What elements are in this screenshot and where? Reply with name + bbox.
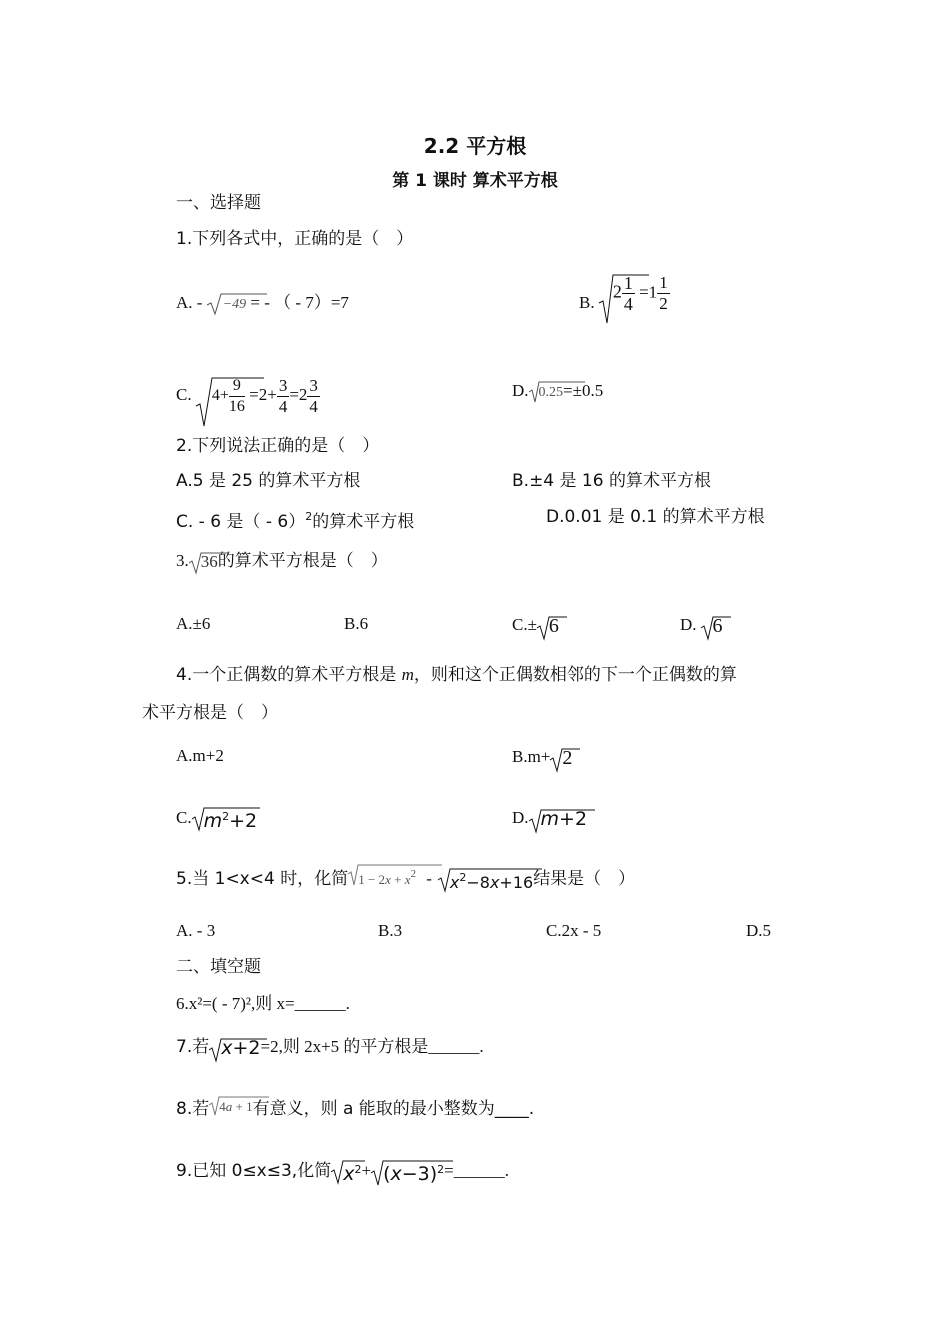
q4-line2: 术平方根是（ ）: [142, 703, 278, 723]
page-title: 2.2 平方根: [423, 134, 527, 158]
q3-option-b: B.6: [344, 614, 369, 633]
section-choice: 一、选择题: [176, 193, 261, 213]
q1-a-radical: −49: [207, 292, 246, 316]
q5-option-c: C.2x - 5: [546, 921, 602, 940]
q3-radical: 36: [189, 551, 218, 573]
q3-d-radical: 6: [701, 615, 723, 638]
q2-option-c: C. - 6 是（ - 6）$^2$的算术平方根: [176, 510, 415, 532]
q1-option-a: A. - −49 = - （ - 7）=7: [176, 292, 349, 316]
q3-stem: 3. 36的算术平方根是（ ）: [176, 551, 388, 572]
q9: 9.已知 0≤x≤3,化简 $x^2+$ $(x-3)^2=\_\_\_\_\_\_$.: [176, 1148, 509, 1186]
q2-option-a: A.5 是 25 的算术平方根: [176, 471, 361, 491]
q4-c-radical: $m^2+2$: [192, 806, 258, 833]
page-subtitle: 第 1 课时 算术平方根: [392, 171, 558, 191]
q3-option-c: C.± 6: [512, 604, 559, 638]
q5-radical-2: $x^2-8x+16$: [438, 867, 533, 894]
q9-radical-2: $(x-3)^2$: [371, 1159, 444, 1186]
q1-b-radical: 2 $\frac{1}{4}$: [599, 273, 635, 314]
q3-option-d: D. 6: [680, 604, 723, 638]
q2-stem: 2.下列说法正确的是（ ）: [176, 436, 380, 456]
q5-radical-1: $1 - 2x + x^2$: [348, 863, 416, 891]
q3-c-radical: 6: [537, 615, 559, 638]
q8-radical: 4a + 1: [209, 1095, 252, 1118]
q1-option-d: D. 0.25=±0.5: [512, 380, 603, 404]
q5-option-d: D.5: [746, 921, 772, 940]
q5-stem: 5.当 1<x<4 时，化简 $1 - 2x + x^2$ - $x^2-8x+16$结果是（ ）: [176, 860, 635, 894]
q4-option-d: D. m+2: [512, 797, 587, 831]
q2-option-d: D.0.01 是 0.1 的算术平方根: [546, 507, 765, 527]
q1-stem: 1.下列各式中，正确的是（ ）: [176, 229, 414, 249]
q3-option-a: A.±6: [176, 614, 211, 633]
q9-radical-1: $x^2$: [331, 1159, 361, 1186]
q7-radical: x+2: [209, 1037, 260, 1060]
q1-option-b: B. 2 $\frac{1}{4}$ =1 $\frac{1}{2}$: [579, 262, 670, 314]
q5-option-b: B.3: [378, 921, 403, 940]
q4-d-radical: m+2: [529, 808, 588, 831]
q1-option-c: C. 4+ $\frac{9}{16}$ =2+ $\frac{3}{4}$ =2 $\frac{3}{4}$: [176, 348, 320, 417]
q6: 6.x²=( - 7)²,则 x=______.: [176, 994, 350, 1013]
section-fill: 二、填空题: [176, 957, 261, 977]
q5-option-a: A. - 3: [176, 921, 216, 940]
q2-option-b: B.±4 是 16 的算术平方根: [512, 471, 711, 491]
q4-option-b: B.m+ 2: [512, 738, 572, 770]
q4-option-c: C. $m^2+2$: [176, 797, 257, 833]
q4-line1: 4.一个正偶数的算术平方根是 m，则和这个正偶数相邻的下一个正偶数的算: [176, 665, 737, 685]
q4-b-radical: 2: [550, 747, 572, 770]
q8: 8.若 4a + 1有意义，则 a 能取的最小整数为____.: [176, 1092, 534, 1120]
q7: 7.若 x+2=2,则 2x+5 的平方根是______.: [176, 1036, 484, 1059]
q1-c-radical: 4+ $\frac{9}{16}$: [196, 376, 245, 417]
q4-option-a: A.m+2: [176, 746, 224, 765]
q1-d-radical: 0.25: [529, 380, 564, 404]
